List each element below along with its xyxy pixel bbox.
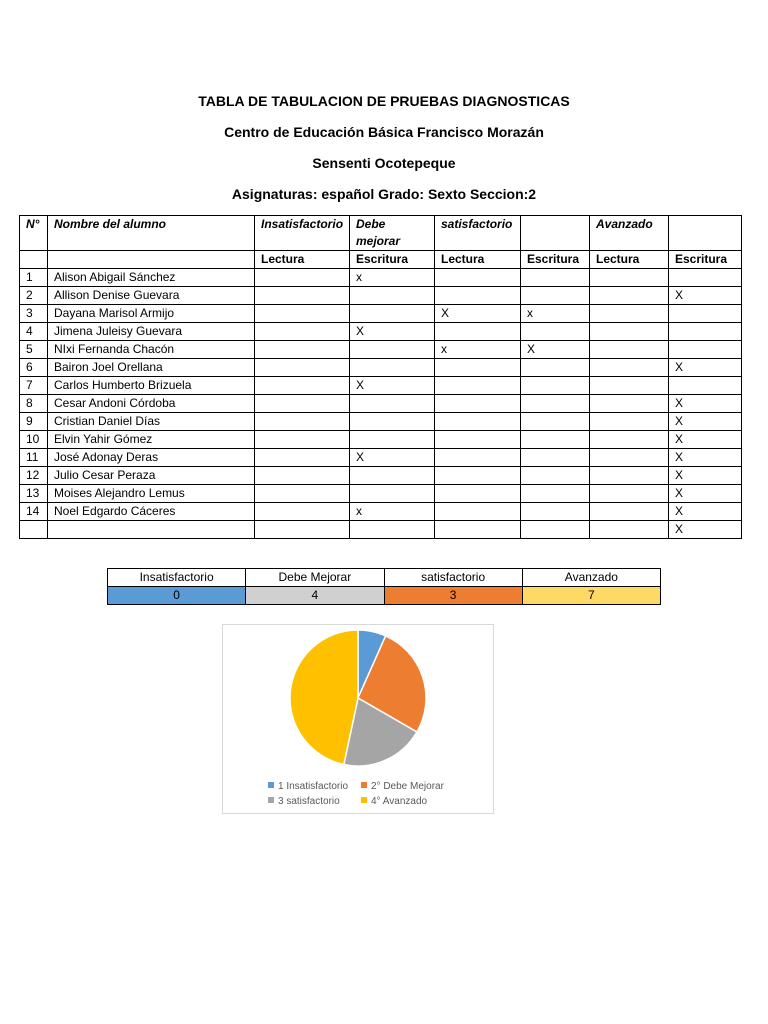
subheader-cell: Escritura [350,251,435,269]
table-cell: NIxi Fernanda Chacón [48,341,255,359]
table-cell [521,467,590,485]
header-cell [669,216,742,251]
table-cell [521,485,590,503]
table-cell: X [669,485,742,503]
table-row [20,377,742,395]
document-title: TABLA DE TABULACION DE PRUEBAS DIAGNOSTICAS [198,93,570,109]
legend-swatch [361,797,367,803]
table-cell [435,359,521,377]
legend-item [268,796,340,807]
table-cell: 9 [20,413,48,431]
legend-item [268,781,348,792]
school-name: Centro de Educación Básica Francisco Morazán [224,124,544,140]
table-cell: X [669,359,742,377]
table-cell [255,323,350,341]
table-row [20,287,742,305]
table-cell [255,287,350,305]
table-cell: x [521,305,590,323]
table-subheader-row [20,251,742,269]
table-cell [521,395,590,413]
table-cell [435,269,521,287]
table-cell [435,467,521,485]
table-cell [521,377,590,395]
summary-values-row [108,587,661,605]
table-cell [435,323,521,341]
grades-table [19,215,742,539]
table-row [20,359,742,377]
header-cell: satisfactorio [435,216,521,251]
table-cell: 1 [20,269,48,287]
table-cell: 4 [20,323,48,341]
table-row [20,323,742,341]
table-row [20,269,742,287]
location: Sensenti Ocotepeque [312,155,456,171]
table-cell [521,449,590,467]
pie-chart-svg [223,625,493,775]
table-cell [255,449,350,467]
table-cell [590,521,669,539]
header-cell: Debe mejorar [350,216,435,251]
table-cell [669,323,742,341]
summary-table [107,568,661,605]
table-cell [435,395,521,413]
legend-item [361,796,427,807]
legend-label: 1 Insatisfactorio [278,781,349,792]
legend-item [361,781,444,792]
table-cell [669,341,742,359]
table-cell: x [350,269,435,287]
table-cell: Noel Edgardo Cáceres [48,503,255,521]
subheader-cell [20,251,48,269]
summary-value: 0 [108,587,246,605]
table-cell [521,521,590,539]
table-row [20,413,742,431]
table-cell [350,305,435,323]
table-cell: Cristian Daniel Días [48,413,255,431]
pie-chart [222,624,494,814]
table-cell: X [669,431,742,449]
header-cell: Avanzado [590,216,669,251]
summary-label: satisfactorio [384,569,522,587]
table-cell: X [669,503,742,521]
table-cell: 12 [20,467,48,485]
table-row [20,431,742,449]
table-cell: X [669,521,742,539]
table-cell [521,287,590,305]
table-cell [435,485,521,503]
table-cell: 8 [20,395,48,413]
table-cell: X [669,413,742,431]
subheader-cell: Escritura [669,251,742,269]
table-cell [590,431,669,449]
table-cell [590,377,669,395]
table-cell: 3 [20,305,48,323]
table-cell [20,521,48,539]
table-cell [435,377,521,395]
summary-label: Avanzado [522,569,660,587]
table-cell [48,521,255,539]
table-cell: x [435,341,521,359]
table-cell: X [521,341,590,359]
table-cell: 10 [20,431,48,449]
table-row [20,467,742,485]
table-cell [590,323,669,341]
table-cell: Julio Cesar Peraza [48,467,255,485]
table-cell [590,269,669,287]
table-cell [255,413,350,431]
table-cell [255,341,350,359]
table-cell: 11 [20,449,48,467]
summary-value: 7 [522,587,660,605]
subheader-cell [48,251,255,269]
table-cell [350,395,435,413]
table-cell [255,521,350,539]
subheader-cell: Lectura [590,251,669,269]
legend-swatch [268,797,274,803]
table-cell [521,269,590,287]
table-cell [350,521,435,539]
table-cell: X [669,287,742,305]
table-cell [255,359,350,377]
subheader-cell: Lectura [255,251,350,269]
summary-label: Insatisfactorio [108,569,246,587]
table-header-row [20,216,742,251]
table-cell: 6 [20,359,48,377]
table-cell: 2 [20,287,48,305]
table-cell: Jimena Juleisy Guevara [48,323,255,341]
header-cell: Nombre del alumno [48,216,255,251]
table-cell [590,467,669,485]
legend-label: 4° Avanzado [371,796,428,807]
table-cell [590,395,669,413]
table-cell [255,467,350,485]
table-cell [435,431,521,449]
table-cell [521,503,590,521]
table-cell [590,305,669,323]
legend-swatch [268,782,274,788]
summary-label: Debe Mejorar [246,569,384,587]
table-cell [435,521,521,539]
table-cell [435,287,521,305]
header-cell [521,216,590,251]
table-cell: X [669,449,742,467]
table-cell [350,287,435,305]
table-cell: Carlos Humberto Brizuela [48,377,255,395]
table-cell [255,485,350,503]
legend-label: 3 satisfactorio [278,796,340,807]
table-cell [435,413,521,431]
table-cell: 5 [20,341,48,359]
table-cell [350,485,435,503]
table-cell [669,377,742,395]
table-cell [255,431,350,449]
table-cell [350,341,435,359]
table-cell [590,485,669,503]
table-cell: Allison Denise Guevara [48,287,255,305]
table-cell: X [350,323,435,341]
table-cell [255,305,350,323]
legend-swatch [361,782,367,788]
table-cell [590,503,669,521]
table-cell: X [669,395,742,413]
table-cell [590,287,669,305]
table-row [20,503,742,521]
table-cell: X [669,467,742,485]
legend-label: 2° Debe Mejorar [371,781,444,792]
summary-value: 4 [246,587,384,605]
table-row [20,449,742,467]
table-cell: X [350,377,435,395]
table-cell [521,359,590,377]
table-cell: 7 [20,377,48,395]
table-row [20,305,742,323]
table-cell: x [350,503,435,521]
table-row [20,341,742,359]
table-cell: Moises Alejandro Lemus [48,485,255,503]
table-cell: Cesar Andoni Córdoba [48,395,255,413]
summary-labels-row [108,569,661,587]
table-cell [350,413,435,431]
table-cell [521,431,590,449]
table-cell: 13 [20,485,48,503]
subject-line: Asignaturas: español Grado: Sexto Seccion:2 [231,186,537,202]
pie-slice [290,630,358,765]
header-cell: Insatisfactorio [255,216,350,251]
table-cell [350,467,435,485]
table-cell [669,269,742,287]
table-cell: X [435,305,521,323]
table-cell [350,431,435,449]
table-cell [590,341,669,359]
table-cell [521,323,590,341]
table-cell: José Adonay Deras [48,449,255,467]
table-cell [669,305,742,323]
table-cell: Dayana Marisol Armijo [48,305,255,323]
table-cell: Alison Abigail Sánchez [48,269,255,287]
table-cell: 14 [20,503,48,521]
table-cell [255,377,350,395]
table-cell [255,503,350,521]
subheader-cell: Lectura [435,251,521,269]
table-cell [255,395,350,413]
table-row [20,395,742,413]
table-cell [590,449,669,467]
summary-value: 3 [384,587,522,605]
table-cell [435,503,521,521]
subheader-cell: Escritura [521,251,590,269]
table-cell [590,413,669,431]
table-row [20,521,742,539]
table-cell [521,413,590,431]
table-cell [590,359,669,377]
table-cell: Elvin Yahir Gómez [48,431,255,449]
header-cell: N° [20,216,48,251]
table-cell [255,269,350,287]
table-cell: Bairon Joel Orellana [48,359,255,377]
table-cell [350,359,435,377]
table-cell: X [350,449,435,467]
table-cell [435,449,521,467]
table-row [20,485,742,503]
